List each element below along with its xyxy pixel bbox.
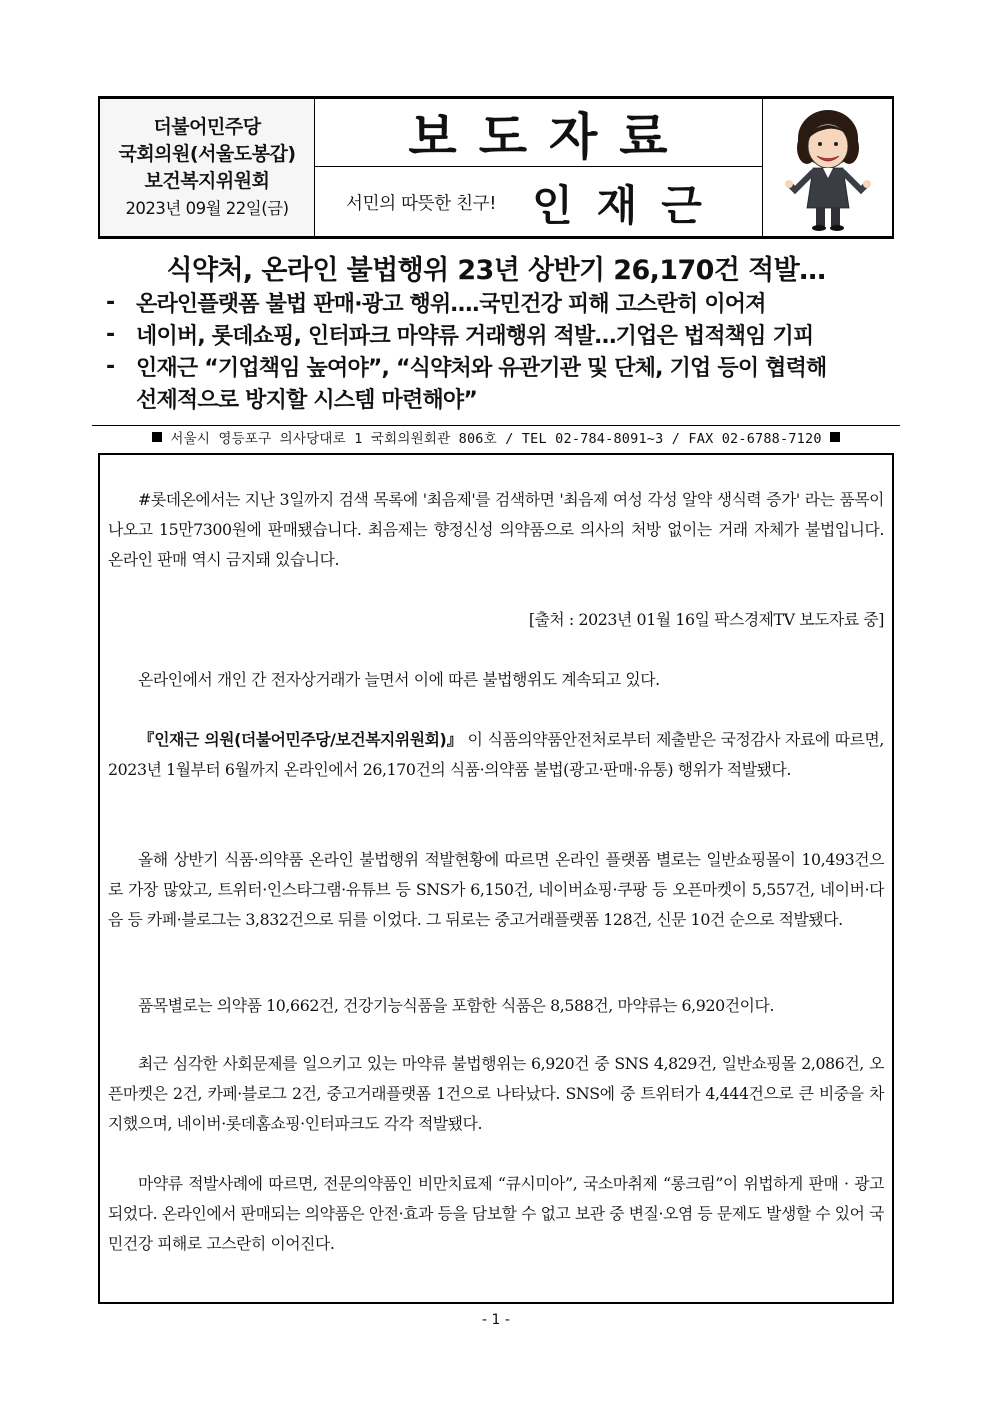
paragraph-text: 온라인에서 개인 간 전자상거래가 늘면서 이에 따른 불법행위도 계속되고 있다.	[138, 670, 660, 689]
paragraph	[108, 665, 884, 695]
square-bullet-icon	[830, 432, 840, 442]
dash-marker: -	[106, 289, 115, 315]
paragraph	[108, 1169, 884, 1259]
sub-headline-text: 네이버, 롯데쇼핑, 인터파크 마약류 거래행위 적발…기업은 법적책임 기피	[136, 323, 814, 349]
lawmaker-name: 인재근	[532, 180, 726, 230]
sub-headline-text: 인재근 “기업책임 높여야”, “식약처와 유관기관 및 단체, 기업 등이 협력해	[136, 355, 827, 381]
caricature-image	[773, 104, 883, 232]
page-number: - 1 -	[482, 1312, 510, 1328]
sub-headline-continuation: 선제적으로 방지할 시스템 마련해야”	[136, 387, 478, 413]
portrait-caricature	[762, 99, 893, 236]
paragraph-text: 품목별로는 의약품 10,662건, 건강기능식품을 포함한 식품은 8,588건, 마약류는 6,920건이다.	[138, 996, 774, 1015]
title-block	[314, 99, 762, 236]
dash-marker: -	[106, 353, 115, 379]
paragraph	[108, 725, 884, 785]
paragraph-text: 이 식품의약품안전처로부터 제출받은 국정감사 자료에 따르면, 2023년 1월부터 6월까지 온라인에서 26,170건의 식품·의약품 불법(광고·판매·유통) 행위가 적발됐다.	[108, 730, 884, 779]
main-headline: 식약처, 온라인 불법행위 23년 상반기 26,170건 적발…	[166, 255, 826, 286]
paragraph-text: 마약류 적발사례에 따르면, 전문의약품인 비만치료제 “큐시미아”, 국소마취제 “롱크림”이 위법하게 판매 · 광고되었다. 온라인에서 판매되는 의약품은 안전·효과 등을 담보할 수 없고 보관 중 변질·오염 등 문제도 발생할 수 있어 국민건강 피해로 고스란히 이어진다.	[108, 1174, 884, 1253]
article-body	[98, 453, 894, 1304]
sub-headline-item	[106, 350, 906, 382]
committee-name: 보건복지위원회	[144, 169, 270, 192]
lawmaker-attribution: 『인재근 의원(더불어민주당/보건복지위원회)』	[138, 730, 463, 749]
sub-headline-text: 온라인플랫폼 불법 판매·광고 행위….국민건강 피해 고스란히 이어져	[136, 291, 766, 317]
organization-block	[100, 99, 315, 236]
contact-address-bar	[92, 425, 900, 448]
dash-marker: -	[106, 321, 115, 347]
square-bullet-icon	[152, 432, 162, 442]
paragraph	[108, 845, 884, 935]
paragraph	[108, 991, 884, 1021]
release-date: 2023년 09월 22일(금)	[125, 198, 289, 218]
party-name: 더불어민주당	[153, 115, 261, 138]
contact-address-text: 서울시 영등포구 의사당대로 1 국회의원회관 806호 / TEL 02-784-8091~3 / FAX 02-6788-7120	[170, 431, 822, 447]
source-citation: [출처 : 2023년 01월 16일 팍스경제TV 보도자료 중]	[528, 610, 884, 629]
office-name: 국회의원(서울도봉갑)	[118, 142, 296, 165]
sender-row	[314, 169, 762, 236]
document-title: 보도자료	[314, 99, 762, 167]
sub-headline-item	[106, 286, 906, 318]
paragraph-text: #롯데온에서는 지난 3일까지 검색 목록에 '최음제'를 검색하면 '최음제 여성 각성 알약 생식력 증가' 라는 품목이 나오고 15만7300원에 판매됐습니다. 최음제는 향정신성 의약품으로 의사의 처방 없이는 거래 자체가 불법입니다. 온라인 판매 역시 금지돼 있습니다.	[108, 490, 884, 569]
paragraph-text: 올해 상반기 식품·의약품 온라인 불법행위 적발현황에 따르면 온라인 플랫폼 별로는 일반쇼핑몰이 10,493건으로 가장 많았고, 트위터·인스타그램·유튜브 등 SNS가 6,150건, 네이버쇼핑·쿠팡 등 오픈마켓이 5,557건, 네이버·다음 등 카페·블로그는 3,832건으로 뒤를 이었다. 그 뒤로는 중고거래플랫폼 128건, 신문 10건 순으로 적발됐다.	[108, 850, 884, 929]
slogan: 서민의 따뜻한 친구!	[346, 194, 497, 214]
intro-quote-paragraph	[108, 485, 884, 575]
sub-headlines	[106, 286, 906, 414]
press-release-header	[98, 96, 894, 239]
sub-headline-item	[106, 318, 906, 350]
paragraph-text: 최근 심각한 사회문제를 일으키고 있는 마약류 불법행위는 6,920건 중 SNS 4,829건, 일반쇼핑몰 2,086건, 오픈마켓은 2건, 카페·블로그 2건, 중고거래플랫폼 1건으로 나타났다. SNS에 중 트위터가 4,444건으로 큰 비중을 차지했으며, 네이버·롯데홈쇼핑·인터파크도 각각 적발됐다.	[108, 1054, 884, 1133]
paragraph	[108, 1049, 884, 1139]
